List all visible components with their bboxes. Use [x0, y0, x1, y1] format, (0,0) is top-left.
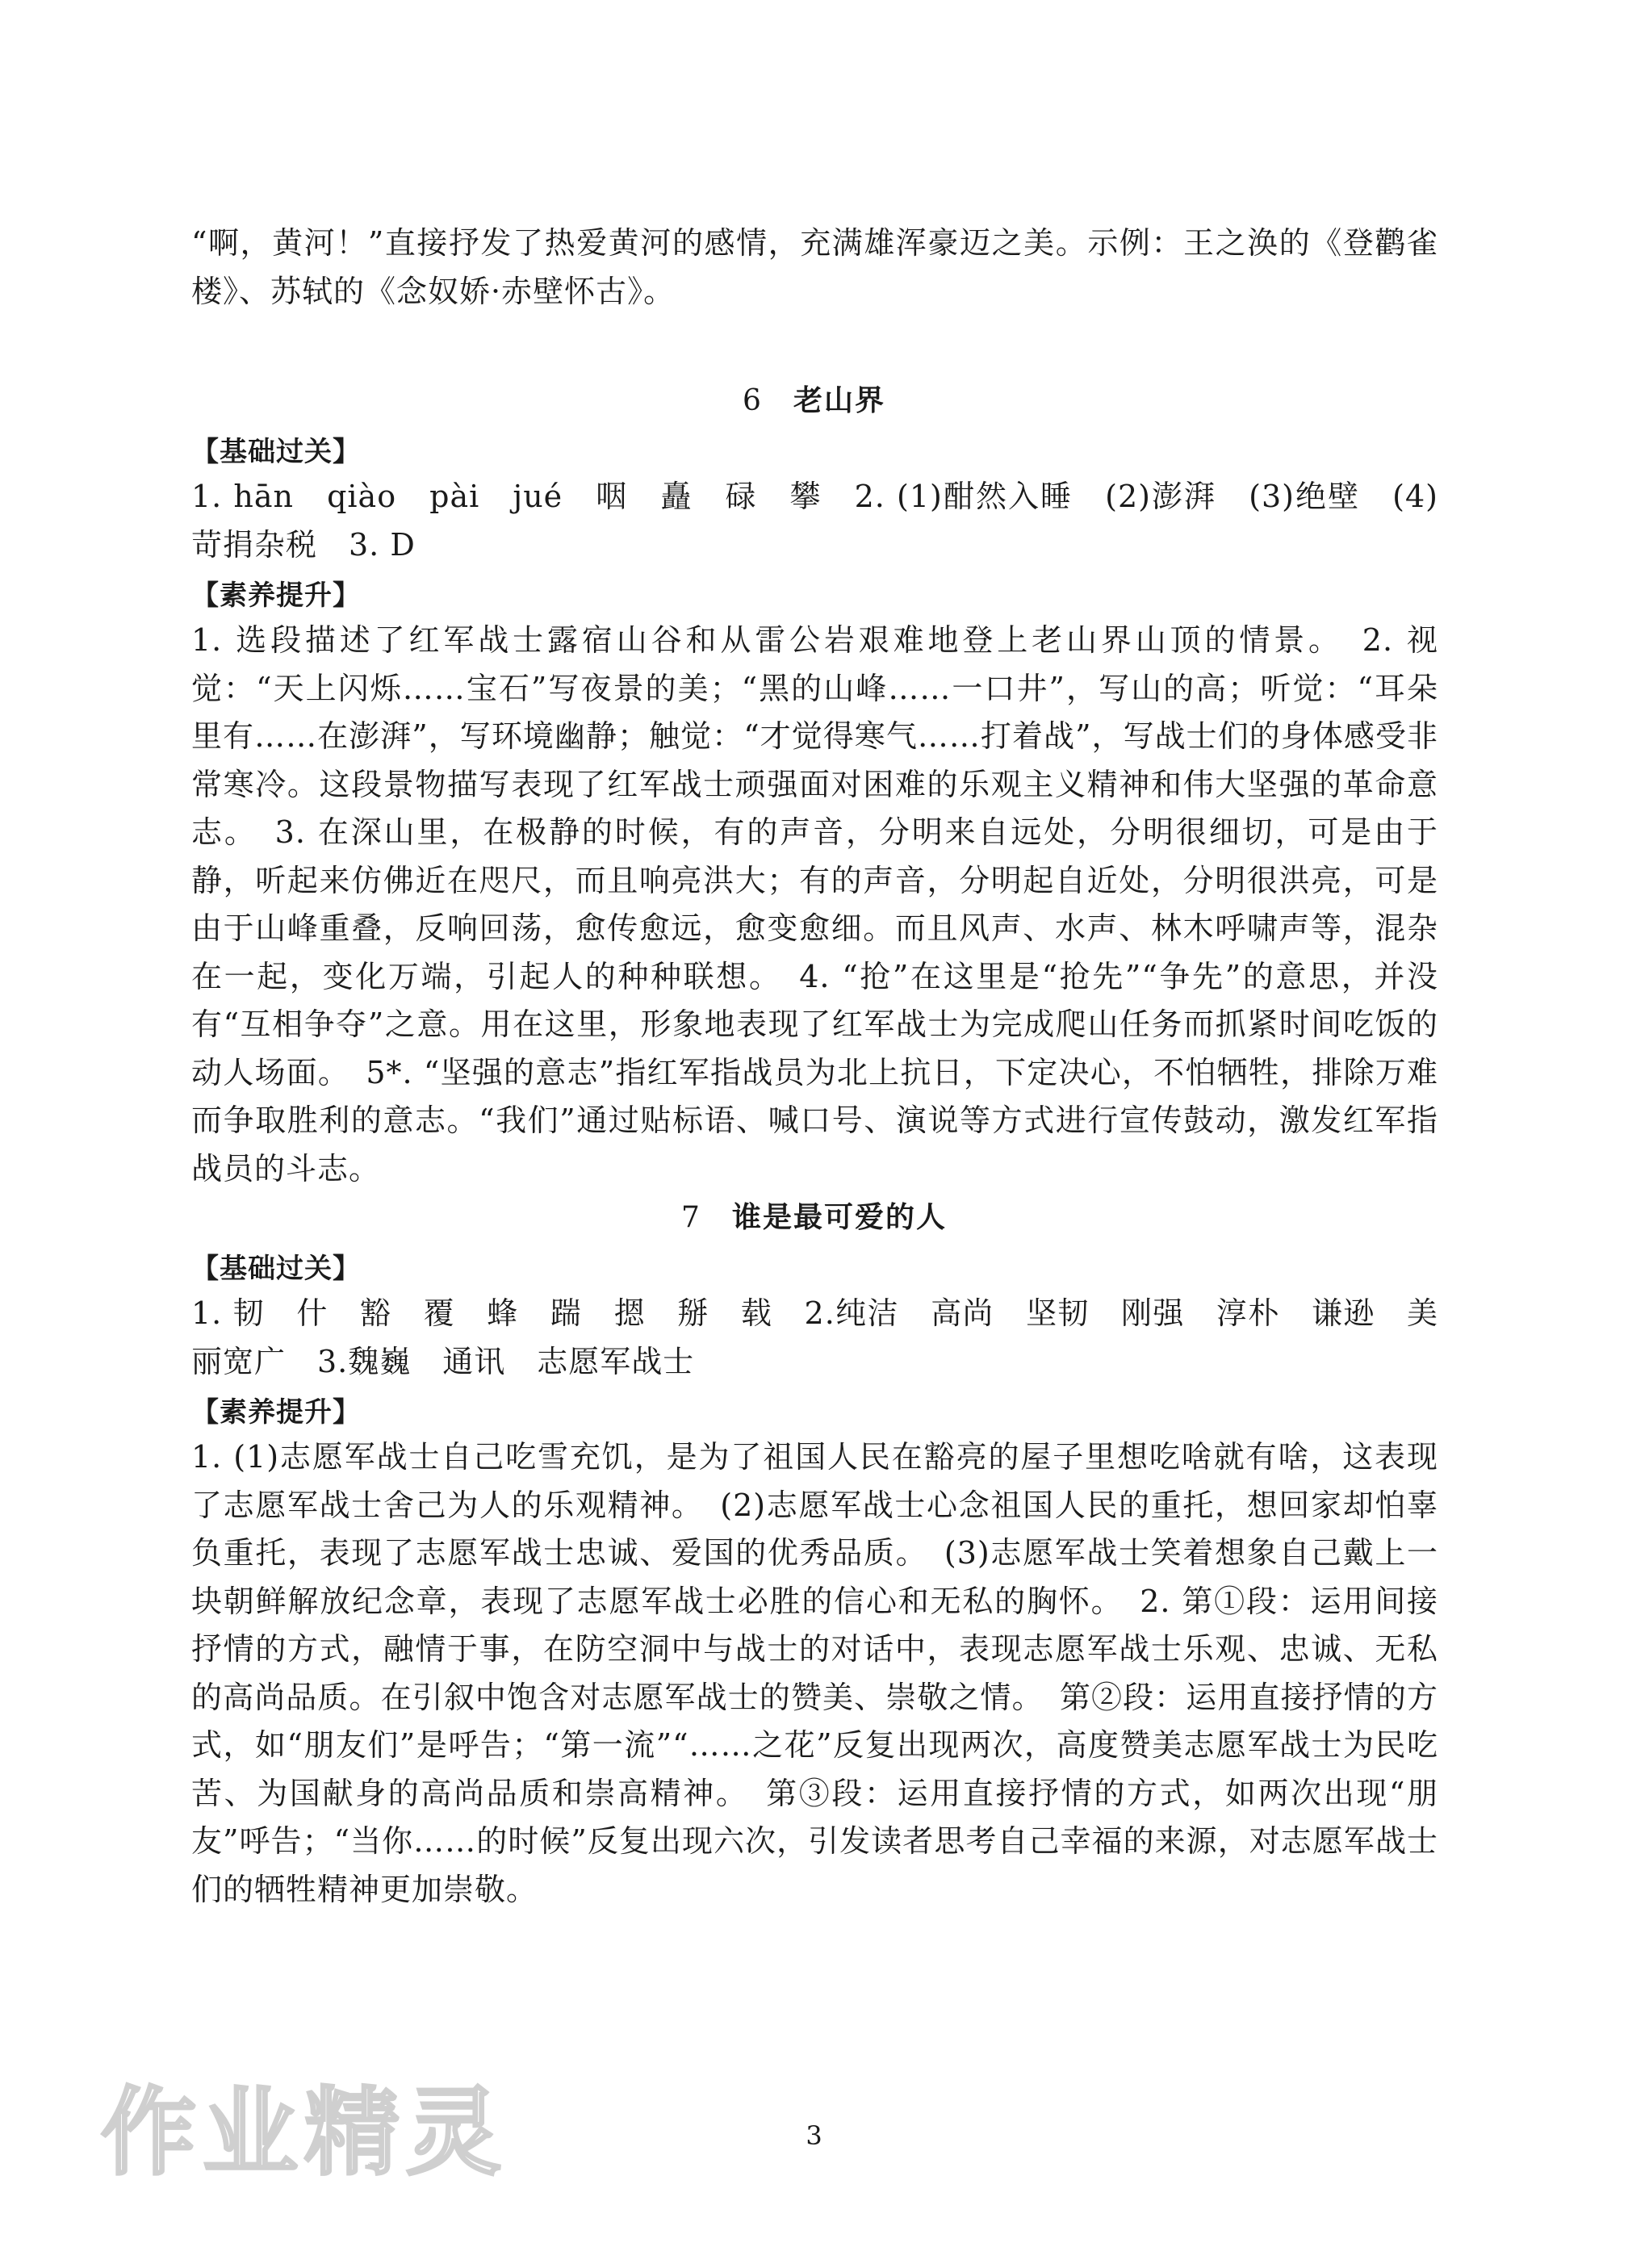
lesson-7-improve-heading: 【素养提升】: [191, 1396, 361, 1429]
intro-paragraph: “啊，黄河！”直接抒发了热爱黄河的感情，充满雄浑豪迈之美。示例：王之涣的《登鹳雀楼》、苏轼的《念奴娇·赤壁怀古》。: [191, 225, 1438, 309]
lesson-7-basic-heading: 【基础过关】: [191, 1253, 361, 1285]
lesson-7-basic-answers: 1. 韧 什 豁 覆 蜂 踹 摁 掰 载 2.纯洁 高尚 坚韧 刚强 淳朴 谦逊 美丽宽广 3.魏巍 通讯 志愿军战士: [191, 1295, 1438, 1379]
lesson-6-title-text: 老山界: [793, 384, 885, 417]
lesson-6-basic-heading: 【基础过关】: [191, 436, 361, 468]
lesson-7-title-text: 谁是最可爱的人: [731, 1201, 947, 1234]
page-number: 3: [806, 2120, 822, 2151]
lesson-6-basic-answers: 1. hān qiào pài jué 咽 矗 碌 攀 2. (1)酣然入睡 (2)澎湃 (3)绝壁 (4)苛捐杂税 3. D: [191, 479, 1438, 563]
lesson-6-improve-heading: 【素养提升】: [191, 580, 361, 612]
lesson-7-number: 7: [681, 1201, 701, 1234]
lesson-7-improve-answers: 1. (1)志愿军战士自己吃雪充饥，是为了祖国人民在豁亮的屋子里想吃啥就有啥，这表现了志愿军战士舍己为人的乐观精神。 (2)志愿军战士心念祖国人民的重托，想回家却怕辜负重托，表现了志愿军战士忠诚、爱国的优秀品质。 (3)志愿军战士笑着想象自己戴上一块朝鲜解放纪念章，表现了志愿军战士必胜的信心和无私的胸怀。 2. 第①段：运用间接抒情的方式，融情于事，在防空洞中与战士的对话中，表现志愿军战士乐观、忠诚、无私的高尚品质。在引叙中饱含对志愿军战士的赞美、崇敬之情。 第②段：运用直接抒情的方式，如“朋友们”是呼告；“第一流”“……之花”反复出现两次，高度赞美志愿军战士为民吃苦、为国献身的高尚品质和崇高精神。 第③段：运用直接抒情的方式，如两次出现“朋友”呼告；“当你……的时候”反复出现六次，引发读者思考自己幸福的来源，对志愿军战士们的牺牲精神更加崇敬。: [191, 1439, 1438, 1907]
lesson-6-number: 6: [743, 384, 763, 417]
lesson-6-improve-answers: 1. 选段描述了红军战士露宿山谷和从雷公岩艰难地登上老山界山顶的情景。 2. 视觉：“天上闪烁……宝石”写夜景的美；“黑的山峰……一口井”，写山的高；听觉：“耳朵里有……在澎湃”，写环境幽静；触觉：“才觉得寒气……打着战”，写战士们的身体感受非常寒冷。这段景物描写表现了红军战士顽强面对困难的乐观主义精神和伟大坚强的革命意志。 3. 在深山里，在极静的时候，有的声音，分明来自远处，分明很细切，可是由于静，听起来仿佛近在咫尺，而且响亮洪大；有的声音，分明起自近处，分明很洪亮，可是由于山峰重叠，反响回荡，愈传愈远，愈变愈细。而且风声、水声、林木呼啸声等，混杂在一起，变化万端，引起人的种种联想。 4. “抢”在这里是“抢先”“争先”的意思，并没有“互相争夺”之意。用在这里，形象地表现了红军战士为完成爬山任务而抓紧时间吃饭的动人场面。 5*. “坚强的意志”指红军指战员为北上抗日，下定决心，不怕牺牲，排除万难而争取胜利的意志。“我们”通过贴标语、喊口号、演说等方式进行宣传鼓动，激发红军指战员的斗志。: [191, 622, 1438, 1186]
watermark-logo: [93, 2070, 577, 2191]
watermark-text: 作业精灵: [101, 2077, 508, 2188]
lesson-7-title: [0, 1195, 1628, 1236]
lesson-6-title: [0, 378, 1628, 419]
